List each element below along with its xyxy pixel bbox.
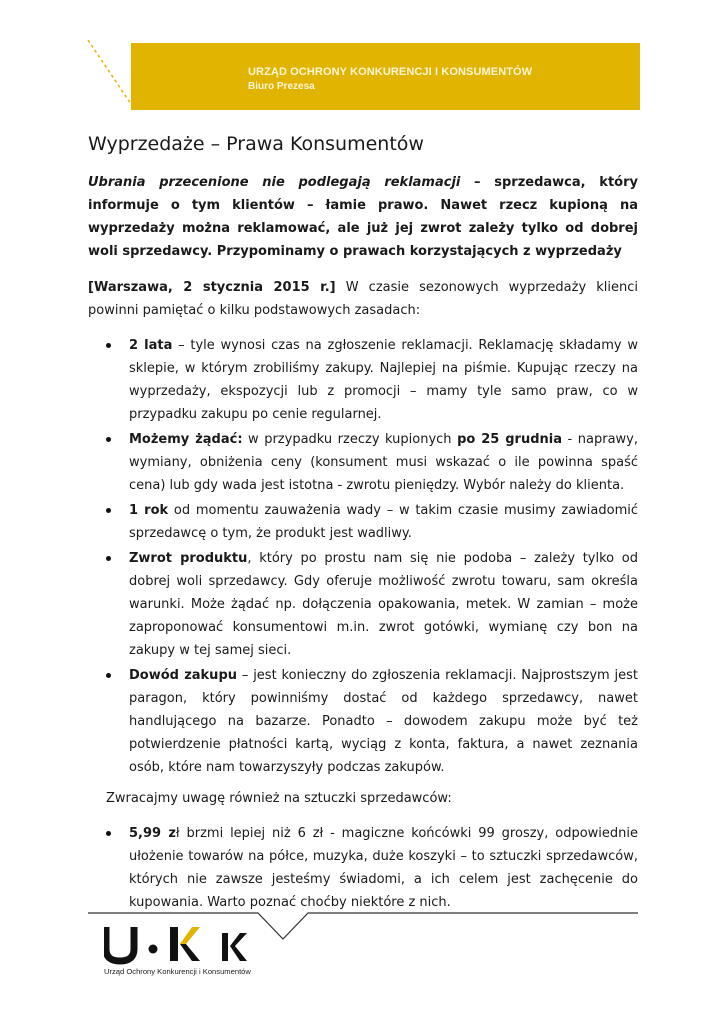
list-item-bold: Dowód zakupu [129,668,238,683]
list-item-text: – tyle wynosi czas na zgłoszenie reklamacji. Reklamację składamy w sklepie, w którym zrobiliśmy zakupy. Najlepiej na piśmie. Kupując rzeczy na wyprzedaży, ekspozycji lub z promocji – mamy tyle samo praw, co w przypadku zakupu po cenie regularnej. [129,338,638,422]
document-body [88,171,638,916]
bullet-icon [106,673,111,678]
intro-text: W czasie sezonowych wyprzedaży klienci powinni pamiętać o kilku podstawowych zasadach: [88,280,638,318]
header-org-name: URZĄD OCHRONY KONKURENCJI I KONSUMENTÓW [248,66,533,78]
lead-italic: Ubrania przecenione nie podlegają reklamacji [88,175,461,190]
bullet-icon [106,343,111,348]
lead-text: – sprzedawca, który informuje o tym klientów – łamie prawo. Nawet rzecz kupioną na wyprzedaży można reklamować, ale już jej zwrot zależy tylko od dobrej woli sprzedawcy. Przypominamy o prawach korzystających z wyprzedaży [88,175,638,259]
logo-caption: Urząd Ochrony Konkurencji i Konsumentów [104,967,251,976]
list-item-text: w przypadku rzeczy kupionych [242,432,458,447]
list-item-bold: 1 rok [129,503,169,518]
list-item-text: - naprawy, wymiany, obniżenia ceny (konsument musi wskazać o ile powinna spaść cena) lub gdy wada jest istotna - zwrotu pieniędzy. Wybór należy do klienta. [129,432,638,493]
header-band [131,43,640,110]
list-item-text: ł brzmi lepiej niż 6 zł - magiczne końcówki 99 groszy, odpowiednie ułożenie towarów na półce, muzyka, duże koszyki – to sztuczki sprzedawców, których nie zawsze jesteśmy świadomi, a ich celem jest zachęcenie do kupowania. Warto poznać choćby niektóre z nich. [129,826,639,910]
list-item [129,499,638,545]
uokik-logo [104,923,264,993]
list-item-bold: 5,99 z [129,826,176,841]
tricks-intro: Zwracajmy uwagę również na sztuczki sprzedawców: [106,791,452,806]
tricks-list [88,822,638,914]
document-title: Wyprzedaże – Prawa Konsumentów [88,133,424,155]
bullet-icon [106,831,111,836]
list-item [129,428,638,497]
header-office-name: Biuro Prezesa [248,81,315,92]
list-item-bold: Możemy żądać: [129,432,243,447]
list-item-bold: 2 lata [129,338,173,353]
list-item [129,547,638,662]
rules-list [88,334,638,779]
list-item-text: od momentu zauważenia wady – w takim czasie musimy zawiadomić sprzedawcę o tym, że produkt jest wadliwy. [129,503,638,541]
list-item-bold: po 25 grudnia [457,432,563,447]
bullet-icon [106,508,111,513]
list-item-bold: Zwrot produktu [129,551,248,566]
list-item [129,664,638,779]
bullet-icon [106,437,111,442]
list-item [129,822,638,914]
dateline: [Warszawa, 2 stycznia 2015 r.] [88,280,336,295]
list-item [129,334,638,426]
list-item-text: , który po prostu nam się nie podoba – zależy tylko od dobrej woli sprzedawcy. Gdy oferuje możliwość zwrotu towaru, sam określa warunki. Może żądać np. dołączenia opakowania, metek. W zamian – może zaproponować konsumentowi m.in. zwrot gotówki, wymianę czy bon na zakupy w tej samej sieci. [129,551,639,658]
bullet-icon [106,556,111,561]
intro-paragraph [88,276,638,322]
logo-mark [104,923,254,965]
list-item-text: – jest konieczny do zgłoszenia reklamacji. Najprostszym jest paragon, który powinniśmy dostać od każdego sprzedawcy, nawet handlującego na bazarze. Ponadto – dowodem zakupu może być też potwierdzenie płatności kartą, wyciąg z konta, faktura, a nawet zeznania osób, które nam towarzyszyły podczas zakupów. [129,668,639,775]
lead-paragraph [88,171,638,263]
